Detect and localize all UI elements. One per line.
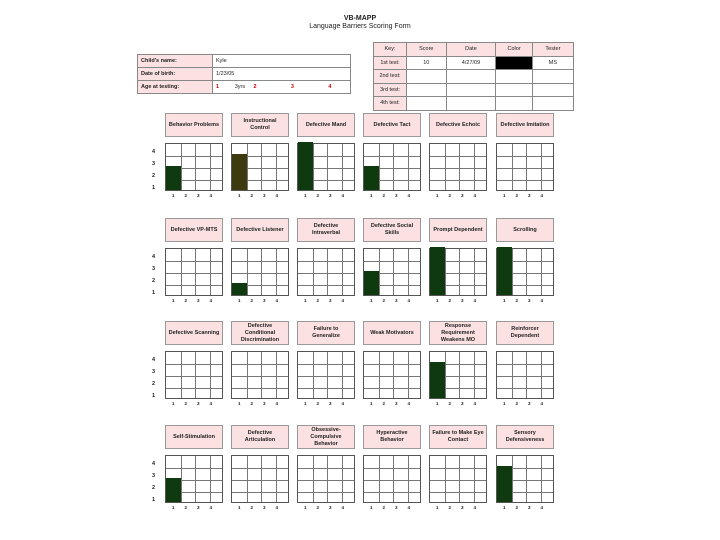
barrier-label: Defective Echoic (429, 113, 487, 137)
x-tick-label: 4 (341, 298, 344, 303)
x-tick-label: 3 (527, 401, 531, 406)
age-3-label: 3 (290, 84, 294, 90)
x-tick-label: 4 (209, 505, 212, 510)
barrier-label: Defective Mand (297, 113, 355, 137)
x-tick-label: 2 (184, 505, 187, 510)
barrier-score-grid[interactable] (363, 248, 421, 296)
test-4-tester[interactable] (532, 97, 573, 111)
test-1-date[interactable]: 4/27/09 (446, 56, 496, 70)
x-tick-label: 1 (435, 401, 439, 406)
x-tick-label: 1 (502, 505, 506, 510)
test-1-color-swatch[interactable] (496, 56, 532, 70)
barrier-label: Defective Social Skills (363, 218, 421, 242)
dob-field[interactable]: 1/23/05 (213, 68, 351, 81)
barrier-score-grid[interactable] (297, 143, 355, 191)
x-tick-label: 1 (237, 298, 241, 303)
x-tick-label: 1 (237, 505, 241, 510)
age-1-value: 3yrs (234, 84, 246, 90)
x-tick-label: 4 (341, 505, 344, 510)
y-tick-label: 3 (151, 369, 155, 375)
y-tick-label: 3 (151, 161, 155, 167)
x-tick-label: 4 (209, 401, 212, 406)
barrier-label: Defective VP-MTS (165, 218, 223, 242)
barrier-score-grid[interactable] (429, 248, 487, 296)
x-tick-label: 2 (515, 193, 518, 198)
x-tick-label: 1 (303, 401, 307, 406)
x-tick-label: 4 (407, 193, 410, 198)
x-tick-label: 3 (527, 298, 531, 303)
x-tick-label: 4 (275, 193, 278, 198)
x-tick-label: 1 (171, 193, 175, 198)
y-tick-label: 4 (151, 254, 155, 260)
x-tick-label: 2 (382, 298, 385, 303)
x-tick-label: 1 (171, 298, 175, 303)
x-tick-label: 2 (250, 401, 253, 406)
x-tick-label: 2 (515, 298, 518, 303)
test-4-color[interactable] (496, 97, 532, 111)
score-header: Score (407, 43, 447, 57)
score-bar (364, 166, 379, 190)
x-tick-label: 4 (407, 401, 410, 406)
x-axis-labels (165, 193, 223, 198)
test-1-label: 1st test: (374, 56, 407, 70)
barrier-score-grid[interactable] (496, 143, 554, 191)
child-name-field[interactable]: Kyle (213, 55, 351, 68)
barrier-score-grid[interactable] (231, 351, 289, 399)
x-tick-label: 4 (341, 401, 344, 406)
x-tick-label: 1 (502, 401, 506, 406)
x-axis-labels (297, 193, 355, 198)
child-name-label: Child's name: (138, 55, 213, 68)
x-tick-label: 4 (540, 401, 543, 406)
x-tick-label: 2 (250, 298, 253, 303)
x-axis-labels (429, 401, 487, 406)
form-subtitle: Language Barriers Scoring Form (309, 23, 411, 30)
barrier-score-grid[interactable] (429, 351, 487, 399)
score-bar (430, 362, 445, 398)
date-header: Date (446, 43, 496, 57)
x-tick-label: 4 (275, 401, 278, 406)
x-tick-label: 4 (540, 193, 543, 198)
x-tick-label: 1 (237, 401, 241, 406)
x-tick-label: 2 (515, 401, 518, 406)
barrier-score-grid[interactable] (231, 248, 289, 296)
x-tick-label: 2 (250, 193, 253, 198)
x-tick-label: 3 (262, 401, 266, 406)
x-tick-label: 3 (394, 505, 398, 510)
x-tick-label: 2 (184, 401, 187, 406)
y-tick-label: 1 (151, 290, 155, 296)
barrier-label: Behavior Problems (165, 113, 223, 137)
x-tick-label: 4 (341, 193, 344, 198)
barrier-score-grid[interactable] (231, 143, 289, 191)
score-bar (232, 283, 247, 295)
x-tick-label: 1 (303, 505, 307, 510)
barrier-label: Defective Scanning (165, 321, 223, 345)
x-axis-labels (231, 298, 289, 303)
score-bar (166, 166, 181, 190)
x-tick-label: 2 (448, 505, 451, 510)
barrier-label: Obsessive-Compulsive Behavior (297, 425, 355, 449)
x-tick-label: 2 (250, 505, 253, 510)
x-tick-label: 4 (407, 505, 410, 510)
barrier-score-grid[interactable] (496, 248, 554, 296)
barrier-score-grid[interactable] (165, 248, 223, 296)
x-axis-labels (363, 193, 421, 198)
test-3-date[interactable] (446, 83, 496, 97)
barrier-score-grid[interactable] (363, 351, 421, 399)
x-axis-labels (165, 298, 223, 303)
barrier-score-grid[interactable] (165, 351, 223, 399)
child-info-table (137, 54, 351, 94)
score-bar (298, 142, 313, 190)
y-tick-label: 3 (151, 473, 155, 479)
test-3-tester[interactable] (532, 83, 573, 97)
barrier-score-grid[interactable] (297, 248, 355, 296)
barrier-label: Scrolling (496, 218, 554, 242)
y-tick-label: 2 (151, 278, 155, 284)
barrier-label: Sensory Defensiveness (496, 425, 554, 449)
barrier-label: Self-Stimulation (165, 425, 223, 449)
barrier-label: Defective Articulation (231, 425, 289, 449)
test-2-color[interactable] (496, 70, 532, 84)
x-tick-label: 2 (316, 193, 319, 198)
x-tick-label: 4 (473, 505, 476, 510)
x-tick-label: 4 (473, 193, 476, 198)
x-tick-label: 3 (262, 193, 266, 198)
test-3-score[interactable] (407, 83, 447, 97)
x-axis-labels (496, 298, 554, 303)
barrier-label: Response Requirement Weakens MO (429, 321, 487, 345)
test-2-label: 2nd test: (374, 70, 407, 84)
x-tick-label: 1 (435, 298, 439, 303)
score-bar (364, 271, 379, 295)
x-tick-label: 2 (316, 505, 319, 510)
x-tick-label: 3 (262, 505, 266, 510)
x-tick-label: 1 (435, 193, 439, 198)
x-tick-label: 2 (448, 193, 451, 198)
barrier-label: Defective Conditional Discrimination (231, 321, 289, 345)
x-tick-label: 2 (184, 193, 187, 198)
x-tick-label: 3 (460, 193, 464, 198)
x-tick-label: 3 (328, 505, 332, 510)
barrier-label: Defective Intraverbal (297, 218, 355, 242)
x-tick-label: 1 (369, 193, 373, 198)
y-tick-label: 3 (151, 266, 155, 272)
x-tick-label: 1 (171, 505, 175, 510)
x-tick-label: 2 (448, 401, 451, 406)
x-tick-label: 3 (527, 193, 531, 198)
x-tick-label: 4 (209, 193, 212, 198)
x-axis-labels (496, 193, 554, 198)
x-tick-label: 1 (435, 505, 439, 510)
form-title: VB-MAPP (343, 15, 377, 22)
y-tick-label: 2 (151, 485, 155, 491)
x-axis-labels (231, 193, 289, 198)
barrier-score-grid[interactable] (496, 351, 554, 399)
barrier-label: Reinforcer Dependent (496, 321, 554, 345)
y-tick-label: 2 (151, 173, 155, 179)
x-tick-label: 3 (262, 298, 266, 303)
x-axis-labels (297, 401, 355, 406)
age-2-label: 2 (253, 84, 257, 90)
x-tick-label: 2 (382, 505, 385, 510)
x-axis-labels (297, 298, 355, 303)
x-tick-label: 4 (473, 298, 476, 303)
dob-label: Date of birth: (138, 68, 213, 81)
x-tick-label: 3 (527, 505, 531, 510)
x-tick-label: 4 (275, 298, 278, 303)
score-bar (497, 466, 512, 502)
barrier-score-grid[interactable] (363, 455, 421, 503)
x-tick-label: 2 (184, 298, 187, 303)
score-bar (166, 478, 181, 502)
x-tick-label: 3 (460, 298, 464, 303)
barrier-score-grid[interactable] (231, 455, 289, 503)
test-1-score[interactable]: 10 (407, 56, 447, 70)
x-tick-label: 3 (196, 193, 200, 198)
x-tick-label: 3 (196, 298, 200, 303)
x-axis-labels (429, 193, 487, 198)
barrier-score-grid[interactable] (429, 143, 487, 191)
x-tick-label: 1 (502, 193, 506, 198)
x-tick-label: 1 (502, 298, 506, 303)
test-4-label: 4th test: (374, 97, 407, 111)
y-tick-label: 1 (151, 393, 155, 399)
barrier-label: Hyperactive Behavior (363, 425, 421, 449)
test-2-date[interactable] (446, 70, 496, 84)
x-axis-labels (496, 505, 554, 510)
test-1-tester[interactable]: MS (532, 56, 573, 70)
y-tick-label: 4 (151, 461, 155, 467)
x-tick-label: 3 (196, 505, 200, 510)
x-tick-label: 4 (275, 505, 278, 510)
x-axis-labels (297, 505, 355, 510)
test-4-score[interactable] (407, 97, 447, 111)
x-axis-labels (231, 401, 289, 406)
key-table (373, 42, 574, 111)
y-tick-label: 4 (151, 149, 155, 155)
x-axis-labels (496, 401, 554, 406)
x-tick-label: 2 (515, 505, 518, 510)
y-tick-label: 4 (151, 357, 155, 363)
x-tick-label: 1 (369, 505, 373, 510)
x-tick-label: 1 (303, 193, 307, 198)
x-tick-label: 2 (448, 298, 451, 303)
x-axis-labels (363, 401, 421, 406)
barrier-score-grid[interactable] (496, 455, 554, 503)
barrier-label: Failure to Make Eye Contact (429, 425, 487, 449)
barrier-score-grid[interactable] (429, 455, 487, 503)
barrier-label: Defective Imitation (496, 113, 554, 137)
age-1-label: 1 (216, 84, 220, 90)
x-axis-labels (363, 298, 421, 303)
x-tick-label: 3 (394, 193, 398, 198)
x-tick-label: 4 (407, 298, 410, 303)
x-tick-label: 3 (394, 401, 398, 406)
x-tick-label: 1 (303, 298, 307, 303)
x-tick-label: 1 (369, 401, 373, 406)
x-axis-labels (165, 505, 223, 510)
barrier-score-grid[interactable] (297, 455, 355, 503)
barrier-label: Instructional Control (231, 113, 289, 137)
barrier-score-grid[interactable] (165, 143, 223, 191)
age-4-label: 4 (328, 84, 332, 90)
x-tick-label: 1 (369, 298, 373, 303)
test-3-color[interactable] (496, 83, 532, 97)
x-axis-labels (429, 298, 487, 303)
age-label: Age at testing: (138, 81, 213, 94)
x-tick-label: 2 (382, 401, 385, 406)
test-2-tester[interactable] (532, 70, 573, 84)
x-tick-label: 3 (460, 401, 464, 406)
test-4-date[interactable] (446, 97, 496, 111)
x-axis-labels (231, 505, 289, 510)
y-tick-label: 1 (151, 185, 155, 191)
x-tick-label: 4 (540, 298, 543, 303)
score-bar (430, 247, 445, 295)
x-tick-label: 1 (171, 401, 175, 406)
x-tick-label: 2 (316, 298, 319, 303)
x-tick-label: 1 (237, 193, 241, 198)
x-axis-labels (165, 401, 223, 406)
x-tick-label: 2 (382, 193, 385, 198)
barrier-label: Defective Tact (363, 113, 421, 137)
x-axis-labels (429, 505, 487, 510)
x-tick-label: 3 (328, 298, 332, 303)
score-bar (232, 154, 247, 190)
barrier-score-grid[interactable] (363, 143, 421, 191)
barrier-label: Weak Motivators (363, 321, 421, 345)
age-field[interactable] (213, 81, 351, 94)
barrier-label: Failure to Generalize (297, 321, 355, 345)
test-2-score[interactable] (407, 70, 447, 84)
barrier-score-grid[interactable] (165, 455, 223, 503)
x-tick-label: 4 (473, 401, 476, 406)
color-header: Color (496, 43, 532, 57)
x-tick-label: 3 (394, 298, 398, 303)
barrier-score-grid[interactable] (297, 351, 355, 399)
tester-header: Tester (532, 43, 573, 57)
barrier-label: Prompt Dependent (429, 218, 487, 242)
x-axis-labels (363, 505, 421, 510)
y-tick-label: 1 (151, 497, 155, 503)
y-tick-label: 2 (151, 381, 155, 387)
barrier-label: Defective Listener (231, 218, 289, 242)
x-tick-label: 3 (196, 401, 200, 406)
test-3-label: 3rd test: (374, 83, 407, 97)
x-tick-label: 4 (540, 505, 543, 510)
key-header: Key: (374, 43, 407, 57)
x-tick-label: 3 (328, 401, 332, 406)
x-tick-label: 2 (316, 401, 319, 406)
x-tick-label: 3 (328, 193, 332, 198)
score-bar (497, 247, 512, 295)
x-tick-label: 4 (209, 298, 212, 303)
x-tick-label: 3 (460, 505, 464, 510)
